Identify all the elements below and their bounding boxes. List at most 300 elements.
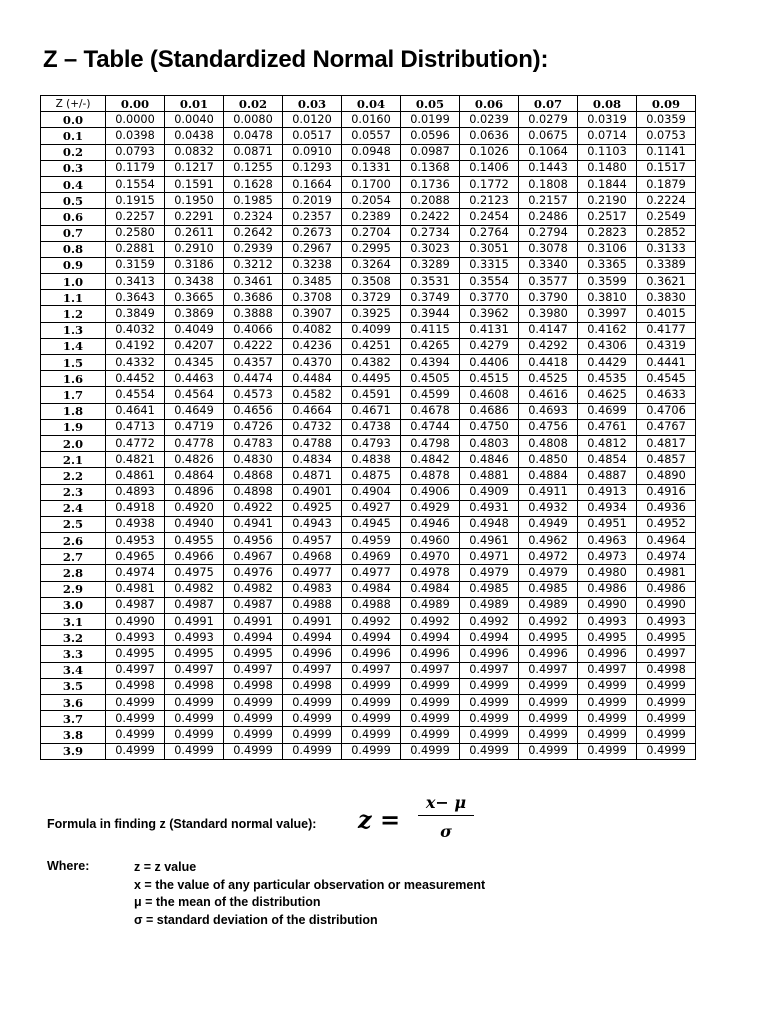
table-cell: 0.4699 bbox=[578, 403, 637, 419]
row-z-value: 1.6 bbox=[41, 371, 106, 387]
table-cell: 0.4999 bbox=[519, 743, 578, 759]
table-cell: 0.4999 bbox=[578, 694, 637, 710]
table-cell: 0.4988 bbox=[283, 597, 342, 613]
table-cell: 0.4573 bbox=[224, 387, 283, 403]
row-z-value: 0.7 bbox=[41, 225, 106, 241]
table-cell: 0.4974 bbox=[106, 565, 165, 581]
row-z-value: 1.8 bbox=[41, 403, 106, 419]
table-cell: 0.4979 bbox=[460, 565, 519, 581]
table-cell: 0.4990 bbox=[106, 614, 165, 630]
table-cell: 0.4997 bbox=[401, 662, 460, 678]
table-cell: 0.4983 bbox=[283, 581, 342, 597]
table-row bbox=[41, 743, 696, 759]
table-cell: 0.4967 bbox=[224, 549, 283, 565]
table-cell: 0.1591 bbox=[165, 176, 224, 192]
table-row bbox=[41, 614, 696, 630]
formula-lhs: z = bbox=[358, 805, 401, 834]
table-cell: 0.4976 bbox=[224, 565, 283, 581]
table-cell: 0.1331 bbox=[342, 160, 401, 176]
table-cell: 0.4429 bbox=[578, 355, 637, 371]
table-cell: 0.2995 bbox=[342, 241, 401, 257]
row-z-value: 1.2 bbox=[41, 306, 106, 322]
table-cell: 0.4995 bbox=[519, 630, 578, 646]
table-cell: 0.2642 bbox=[224, 225, 283, 241]
table-cell: 0.4918 bbox=[106, 500, 165, 516]
table-cell: 0.4999 bbox=[637, 678, 696, 694]
table-cell: 0.4979 bbox=[519, 565, 578, 581]
table-cell: 0.4968 bbox=[283, 549, 342, 565]
table-cell: 0.2673 bbox=[283, 225, 342, 241]
table-cell: 0.4957 bbox=[283, 533, 342, 549]
table-cell: 0.4987 bbox=[165, 597, 224, 613]
table-cell: 0.0000 bbox=[106, 112, 165, 128]
table-cell: 0.4884 bbox=[519, 468, 578, 484]
table-cell: 0.3389 bbox=[637, 257, 696, 273]
table-cell: 0.4999 bbox=[106, 743, 165, 759]
table-cell: 0.4981 bbox=[106, 581, 165, 597]
table-cell: 0.4999 bbox=[460, 694, 519, 710]
table-cell: 0.4999 bbox=[519, 711, 578, 727]
table-cell: 0.4986 bbox=[578, 581, 637, 597]
table-cell: 0.4959 bbox=[342, 533, 401, 549]
table-cell: 0.4938 bbox=[106, 516, 165, 532]
table-cell: 0.4474 bbox=[224, 371, 283, 387]
table-cell: 0.4515 bbox=[460, 371, 519, 387]
table-cell: 0.4817 bbox=[637, 435, 696, 451]
table-cell: 0.3531 bbox=[401, 274, 460, 290]
table-cell: 0.4706 bbox=[637, 403, 696, 419]
table-cell: 0.3315 bbox=[460, 257, 519, 273]
table-cell: 0.4793 bbox=[342, 435, 401, 451]
table-cell: 0.4357 bbox=[224, 355, 283, 371]
row-z-value: 1.3 bbox=[41, 322, 106, 338]
table-cell: 0.4963 bbox=[578, 533, 637, 549]
table-cell: 0.4946 bbox=[401, 516, 460, 532]
table-cell: 0.4956 bbox=[224, 533, 283, 549]
table-cell: 0.4999 bbox=[224, 694, 283, 710]
table-cell: 0.4997 bbox=[283, 662, 342, 678]
row-z-value: 0.6 bbox=[41, 209, 106, 225]
table-cell: 0.4936 bbox=[637, 500, 696, 516]
table-cell: 0.4999 bbox=[165, 711, 224, 727]
table-cell: 0.4678 bbox=[401, 403, 460, 419]
table-cell: 0.4999 bbox=[637, 743, 696, 759]
table-cell: 0.4990 bbox=[578, 597, 637, 613]
table-cell: 0.0478 bbox=[224, 128, 283, 144]
row-z-value: 3.2 bbox=[41, 630, 106, 646]
table-cell: 0.4949 bbox=[519, 516, 578, 532]
row-z-value: 2.1 bbox=[41, 452, 106, 468]
row-z-value: 2.7 bbox=[41, 549, 106, 565]
table-cell: 0.3023 bbox=[401, 241, 460, 257]
table-cell: 0.4993 bbox=[637, 614, 696, 630]
table-cell: 0.4999 bbox=[401, 694, 460, 710]
table-cell: 0.4996 bbox=[519, 646, 578, 662]
table-cell: 0.4332 bbox=[106, 355, 165, 371]
table-cell: 0.0753 bbox=[637, 128, 696, 144]
table-cell: 0.4943 bbox=[283, 516, 342, 532]
formula-numerator: x− μ bbox=[425, 793, 467, 812]
table-cell: 0.3888 bbox=[224, 306, 283, 322]
table-cell: 0.0359 bbox=[637, 112, 696, 128]
table-cell: 0.0987 bbox=[401, 144, 460, 160]
table-cell: 0.0675 bbox=[519, 128, 578, 144]
table-cell: 0.4767 bbox=[637, 419, 696, 435]
table-cell: 0.3365 bbox=[578, 257, 637, 273]
table-row bbox=[41, 371, 696, 387]
table-cell: 0.4893 bbox=[106, 484, 165, 500]
table-cell: 0.4525 bbox=[519, 371, 578, 387]
table-cell: 0.4999 bbox=[283, 727, 342, 743]
column-header: 0.07 bbox=[519, 96, 578, 112]
table-cell: 0.4997 bbox=[106, 662, 165, 678]
table-row bbox=[41, 435, 696, 451]
table-cell: 0.4999 bbox=[106, 727, 165, 743]
table-cell: 0.4997 bbox=[519, 662, 578, 678]
table-cell: 0.4861 bbox=[106, 468, 165, 484]
table-cell: 0.4495 bbox=[342, 371, 401, 387]
table-cell: 0.4999 bbox=[165, 727, 224, 743]
table-cell: 0.4989 bbox=[519, 597, 578, 613]
table-cell: 0.4934 bbox=[578, 500, 637, 516]
table-cell: 0.2939 bbox=[224, 241, 283, 257]
table-cell: 0.4842 bbox=[401, 452, 460, 468]
table-cell: 0.4999 bbox=[224, 743, 283, 759]
table-cell: 0.4999 bbox=[342, 678, 401, 694]
table-row bbox=[41, 662, 696, 678]
definition-x: x = the value of any particular observation or measurement bbox=[134, 877, 486, 892]
table-cell: 0.3849 bbox=[106, 306, 165, 322]
table-cell: 0.1772 bbox=[460, 176, 519, 192]
row-z-value: 3.9 bbox=[41, 743, 106, 759]
table-cell: 0.2704 bbox=[342, 225, 401, 241]
table-cell: 0.4616 bbox=[519, 387, 578, 403]
table-cell: 0.4177 bbox=[637, 322, 696, 338]
table-cell: 0.4998 bbox=[637, 662, 696, 678]
table-cell: 0.4996 bbox=[401, 646, 460, 662]
table-cell: 0.1406 bbox=[460, 160, 519, 176]
table-cell: 0.0160 bbox=[342, 112, 401, 128]
table-cell: 0.4999 bbox=[106, 694, 165, 710]
table-cell: 0.4999 bbox=[460, 678, 519, 694]
table-cell: 0.4972 bbox=[519, 549, 578, 565]
table-cell: 0.4996 bbox=[578, 646, 637, 662]
table-cell: 0.3599 bbox=[578, 274, 637, 290]
table-cell: 0.3770 bbox=[460, 290, 519, 306]
table-cell: 0.4999 bbox=[519, 678, 578, 694]
table-cell: 0.4850 bbox=[519, 452, 578, 468]
table-cell: 0.4975 bbox=[165, 565, 224, 581]
table-cell: 0.4909 bbox=[460, 484, 519, 500]
table-cell: 0.4812 bbox=[578, 435, 637, 451]
table-cell: 0.4992 bbox=[342, 614, 401, 630]
table-cell: 0.4999 bbox=[519, 727, 578, 743]
table-cell: 0.4015 bbox=[637, 306, 696, 322]
table-cell: 0.4977 bbox=[283, 565, 342, 581]
table-cell: 0.4994 bbox=[224, 630, 283, 646]
table-cell: 0.4995 bbox=[578, 630, 637, 646]
table-cell: 0.4984 bbox=[342, 581, 401, 597]
table-cell: 0.4991 bbox=[165, 614, 224, 630]
table-cell: 0.3790 bbox=[519, 290, 578, 306]
table-cell: 0.0319 bbox=[578, 112, 637, 128]
table-cell: 0.4418 bbox=[519, 355, 578, 371]
table-cell: 0.3944 bbox=[401, 306, 460, 322]
table-cell: 0.1628 bbox=[224, 176, 283, 192]
table-cell: 0.4999 bbox=[224, 727, 283, 743]
table-cell: 0.2257 bbox=[106, 209, 165, 225]
row-z-value: 1.7 bbox=[41, 387, 106, 403]
table-cell: 0.0040 bbox=[165, 112, 224, 128]
table-cell: 0.4484 bbox=[283, 371, 342, 387]
table-cell: 0.4535 bbox=[578, 371, 637, 387]
table-cell: 0.3749 bbox=[401, 290, 460, 306]
table-cell: 0.4306 bbox=[578, 338, 637, 354]
table-cell: 0.4929 bbox=[401, 500, 460, 516]
table-cell: 0.4965 bbox=[106, 549, 165, 565]
row-z-value: 3.7 bbox=[41, 711, 106, 727]
table-cell: 0.1217 bbox=[165, 160, 224, 176]
table-cell: 0.4913 bbox=[578, 484, 637, 500]
table-cell: 0.1808 bbox=[519, 176, 578, 192]
table-cell: 0.1554 bbox=[106, 176, 165, 192]
table-cell: 0.2324 bbox=[224, 209, 283, 225]
table-cell: 0.4999 bbox=[637, 694, 696, 710]
table-cell: 0.4656 bbox=[224, 403, 283, 419]
row-z-value: 2.8 bbox=[41, 565, 106, 581]
table-cell: 0.4998 bbox=[165, 678, 224, 694]
row-z-value: 0.5 bbox=[41, 193, 106, 209]
table-cell: 0.1517 bbox=[637, 160, 696, 176]
table-cell: 0.0871 bbox=[224, 144, 283, 160]
table-cell: 0.2291 bbox=[165, 209, 224, 225]
table-cell: 0.4599 bbox=[401, 387, 460, 403]
table-cell: 0.4995 bbox=[637, 630, 696, 646]
table-cell: 0.4982 bbox=[165, 581, 224, 597]
table-cell: 0.4991 bbox=[224, 614, 283, 630]
table-row bbox=[41, 419, 696, 435]
table-cell: 0.2549 bbox=[637, 209, 696, 225]
table-cell: 0.4999 bbox=[342, 743, 401, 759]
table-cell: 0.4649 bbox=[165, 403, 224, 419]
table-cell: 0.4999 bbox=[224, 711, 283, 727]
z-table-body bbox=[41, 112, 696, 760]
table-cell: 0.1026 bbox=[460, 144, 519, 160]
table-cell: 0.3621 bbox=[637, 274, 696, 290]
row-z-value: 2.3 bbox=[41, 484, 106, 500]
table-cell: 0.4999 bbox=[165, 743, 224, 759]
table-cell: 0.2611 bbox=[165, 225, 224, 241]
table-cell: 0.4985 bbox=[460, 581, 519, 597]
formula-fraction bbox=[418, 793, 474, 841]
table-cell: 0.4082 bbox=[283, 322, 342, 338]
table-cell: 0.3413 bbox=[106, 274, 165, 290]
table-cell: 0.4982 bbox=[224, 581, 283, 597]
table-cell: 0.3577 bbox=[519, 274, 578, 290]
table-cell: 0.4732 bbox=[283, 419, 342, 435]
table-row bbox=[41, 322, 696, 338]
table-cell: 0.4890 bbox=[637, 468, 696, 484]
table-cell: 0.3133 bbox=[637, 241, 696, 257]
table-cell: 0.4778 bbox=[165, 435, 224, 451]
table-cell: 0.4970 bbox=[401, 549, 460, 565]
table-cell: 0.4236 bbox=[283, 338, 342, 354]
table-cell: 0.1368 bbox=[401, 160, 460, 176]
table-cell: 0.4922 bbox=[224, 500, 283, 516]
table-cell: 0.4916 bbox=[637, 484, 696, 500]
table-row bbox=[41, 290, 696, 306]
table-cell: 0.3106 bbox=[578, 241, 637, 257]
table-cell: 0.4846 bbox=[460, 452, 519, 468]
table-cell: 0.4719 bbox=[165, 419, 224, 435]
table-cell: 0.2881 bbox=[106, 241, 165, 257]
table-cell: 0.1700 bbox=[342, 176, 401, 192]
table-cell: 0.4995 bbox=[165, 646, 224, 662]
table-cell: 0.0910 bbox=[283, 144, 342, 160]
table-cell: 0.4990 bbox=[637, 597, 696, 613]
table-cell: 0.4999 bbox=[401, 743, 460, 759]
table-row bbox=[41, 468, 696, 484]
table-cell: 0.4783 bbox=[224, 435, 283, 451]
table-cell: 0.4994 bbox=[283, 630, 342, 646]
table-cell: 0.1103 bbox=[578, 144, 637, 160]
table-row bbox=[41, 257, 696, 273]
table-cell: 0.0948 bbox=[342, 144, 401, 160]
table-row bbox=[41, 565, 696, 581]
table-cell: 0.4911 bbox=[519, 484, 578, 500]
table-cell: 0.1179 bbox=[106, 160, 165, 176]
table-cell: 0.4798 bbox=[401, 435, 460, 451]
table-cell: 0.2734 bbox=[401, 225, 460, 241]
table-cell: 0.4564 bbox=[165, 387, 224, 403]
table-cell: 0.4394 bbox=[401, 355, 460, 371]
table-cell: 0.4834 bbox=[283, 452, 342, 468]
table-cell: 0.4981 bbox=[637, 565, 696, 581]
table-cell: 0.4345 bbox=[165, 355, 224, 371]
table-cell: 0.4988 bbox=[342, 597, 401, 613]
table-cell: 0.4750 bbox=[460, 419, 519, 435]
table-cell: 0.3238 bbox=[283, 257, 342, 273]
table-cell: 0.4999 bbox=[283, 743, 342, 759]
table-cell: 0.4066 bbox=[224, 322, 283, 338]
table-cell: 0.4969 bbox=[342, 549, 401, 565]
table-cell: 0.4948 bbox=[460, 516, 519, 532]
row-z-value: 2.5 bbox=[41, 516, 106, 532]
table-cell: 0.4441 bbox=[637, 355, 696, 371]
table-cell: 0.4980 bbox=[578, 565, 637, 581]
table-cell: 0.3962 bbox=[460, 306, 519, 322]
table-cell: 0.4994 bbox=[460, 630, 519, 646]
table-cell: 0.2517 bbox=[578, 209, 637, 225]
table-cell: 0.4999 bbox=[637, 711, 696, 727]
table-row bbox=[41, 338, 696, 354]
table-cell: 0.4998 bbox=[283, 678, 342, 694]
table-cell: 0.0714 bbox=[578, 128, 637, 144]
table-row bbox=[41, 387, 696, 403]
z-table-header bbox=[41, 96, 696, 112]
table-cell: 0.4989 bbox=[401, 597, 460, 613]
column-header: 0.05 bbox=[401, 96, 460, 112]
table-cell: 0.0080 bbox=[224, 112, 283, 128]
table-cell: 0.4998 bbox=[106, 678, 165, 694]
table-cell: 0.4452 bbox=[106, 371, 165, 387]
table-cell: 0.4808 bbox=[519, 435, 578, 451]
table-cell: 0.4997 bbox=[460, 662, 519, 678]
table-row bbox=[41, 549, 696, 565]
table-cell: 0.4986 bbox=[637, 581, 696, 597]
table-cell: 0.4406 bbox=[460, 355, 519, 371]
table-cell: 0.0239 bbox=[460, 112, 519, 128]
table-cell: 0.4960 bbox=[401, 533, 460, 549]
table-row bbox=[41, 630, 696, 646]
row-z-value: 3.5 bbox=[41, 678, 106, 694]
table-cell: 0.4991 bbox=[283, 614, 342, 630]
table-cell: 0.4999 bbox=[342, 727, 401, 743]
table-cell: 0.4999 bbox=[519, 694, 578, 710]
table-cell: 0.4671 bbox=[342, 403, 401, 419]
table-cell: 0.4292 bbox=[519, 338, 578, 354]
table-cell: 0.2486 bbox=[519, 209, 578, 225]
table-cell: 0.4591 bbox=[342, 387, 401, 403]
table-cell: 0.2910 bbox=[165, 241, 224, 257]
table-cell: 0.2123 bbox=[460, 193, 519, 209]
table-cell: 0.4952 bbox=[637, 516, 696, 532]
table-cell: 0.4992 bbox=[519, 614, 578, 630]
table-cell: 0.4633 bbox=[637, 387, 696, 403]
table-cell: 0.4993 bbox=[106, 630, 165, 646]
table-row bbox=[41, 241, 696, 257]
table-cell: 0.3461 bbox=[224, 274, 283, 290]
table-cell: 0.4463 bbox=[165, 371, 224, 387]
row-z-value: 1.5 bbox=[41, 355, 106, 371]
table-row bbox=[41, 484, 696, 500]
table-cell: 0.2794 bbox=[519, 225, 578, 241]
table-row bbox=[41, 678, 696, 694]
table-cell: 0.4505 bbox=[401, 371, 460, 387]
table-cell: 0.4953 bbox=[106, 533, 165, 549]
table-cell: 0.4821 bbox=[106, 452, 165, 468]
table-cell: 0.4788 bbox=[283, 435, 342, 451]
table-cell: 0.4896 bbox=[165, 484, 224, 500]
table-cell: 0.4920 bbox=[165, 500, 224, 516]
table-row bbox=[41, 533, 696, 549]
table-cell: 0.1480 bbox=[578, 160, 637, 176]
table-row bbox=[41, 225, 696, 241]
table-cell: 0.4999 bbox=[342, 711, 401, 727]
table-cell: 0.4887 bbox=[578, 468, 637, 484]
table-cell: 0.0832 bbox=[165, 144, 224, 160]
table-cell: 0.4992 bbox=[460, 614, 519, 630]
column-header: 0.00 bbox=[106, 96, 165, 112]
table-cell: 0.4995 bbox=[106, 646, 165, 662]
table-cell: 0.0517 bbox=[283, 128, 342, 144]
table-cell: 0.4999 bbox=[460, 743, 519, 759]
definition-mu: μ = the mean of the distribution bbox=[134, 895, 321, 909]
table-row bbox=[41, 274, 696, 290]
table-cell: 0.3078 bbox=[519, 241, 578, 257]
table-cell: 0.3438 bbox=[165, 274, 224, 290]
table-cell: 0.3830 bbox=[637, 290, 696, 306]
table-row bbox=[41, 452, 696, 468]
table-cell: 0.4830 bbox=[224, 452, 283, 468]
table-cell: 0.1844 bbox=[578, 176, 637, 192]
table-cell: 0.4978 bbox=[401, 565, 460, 581]
table-cell: 0.4999 bbox=[401, 678, 460, 694]
table-cell: 0.4999 bbox=[283, 711, 342, 727]
table-cell: 0.2852 bbox=[637, 225, 696, 241]
table-row bbox=[41, 306, 696, 322]
table-cell: 0.3643 bbox=[106, 290, 165, 306]
